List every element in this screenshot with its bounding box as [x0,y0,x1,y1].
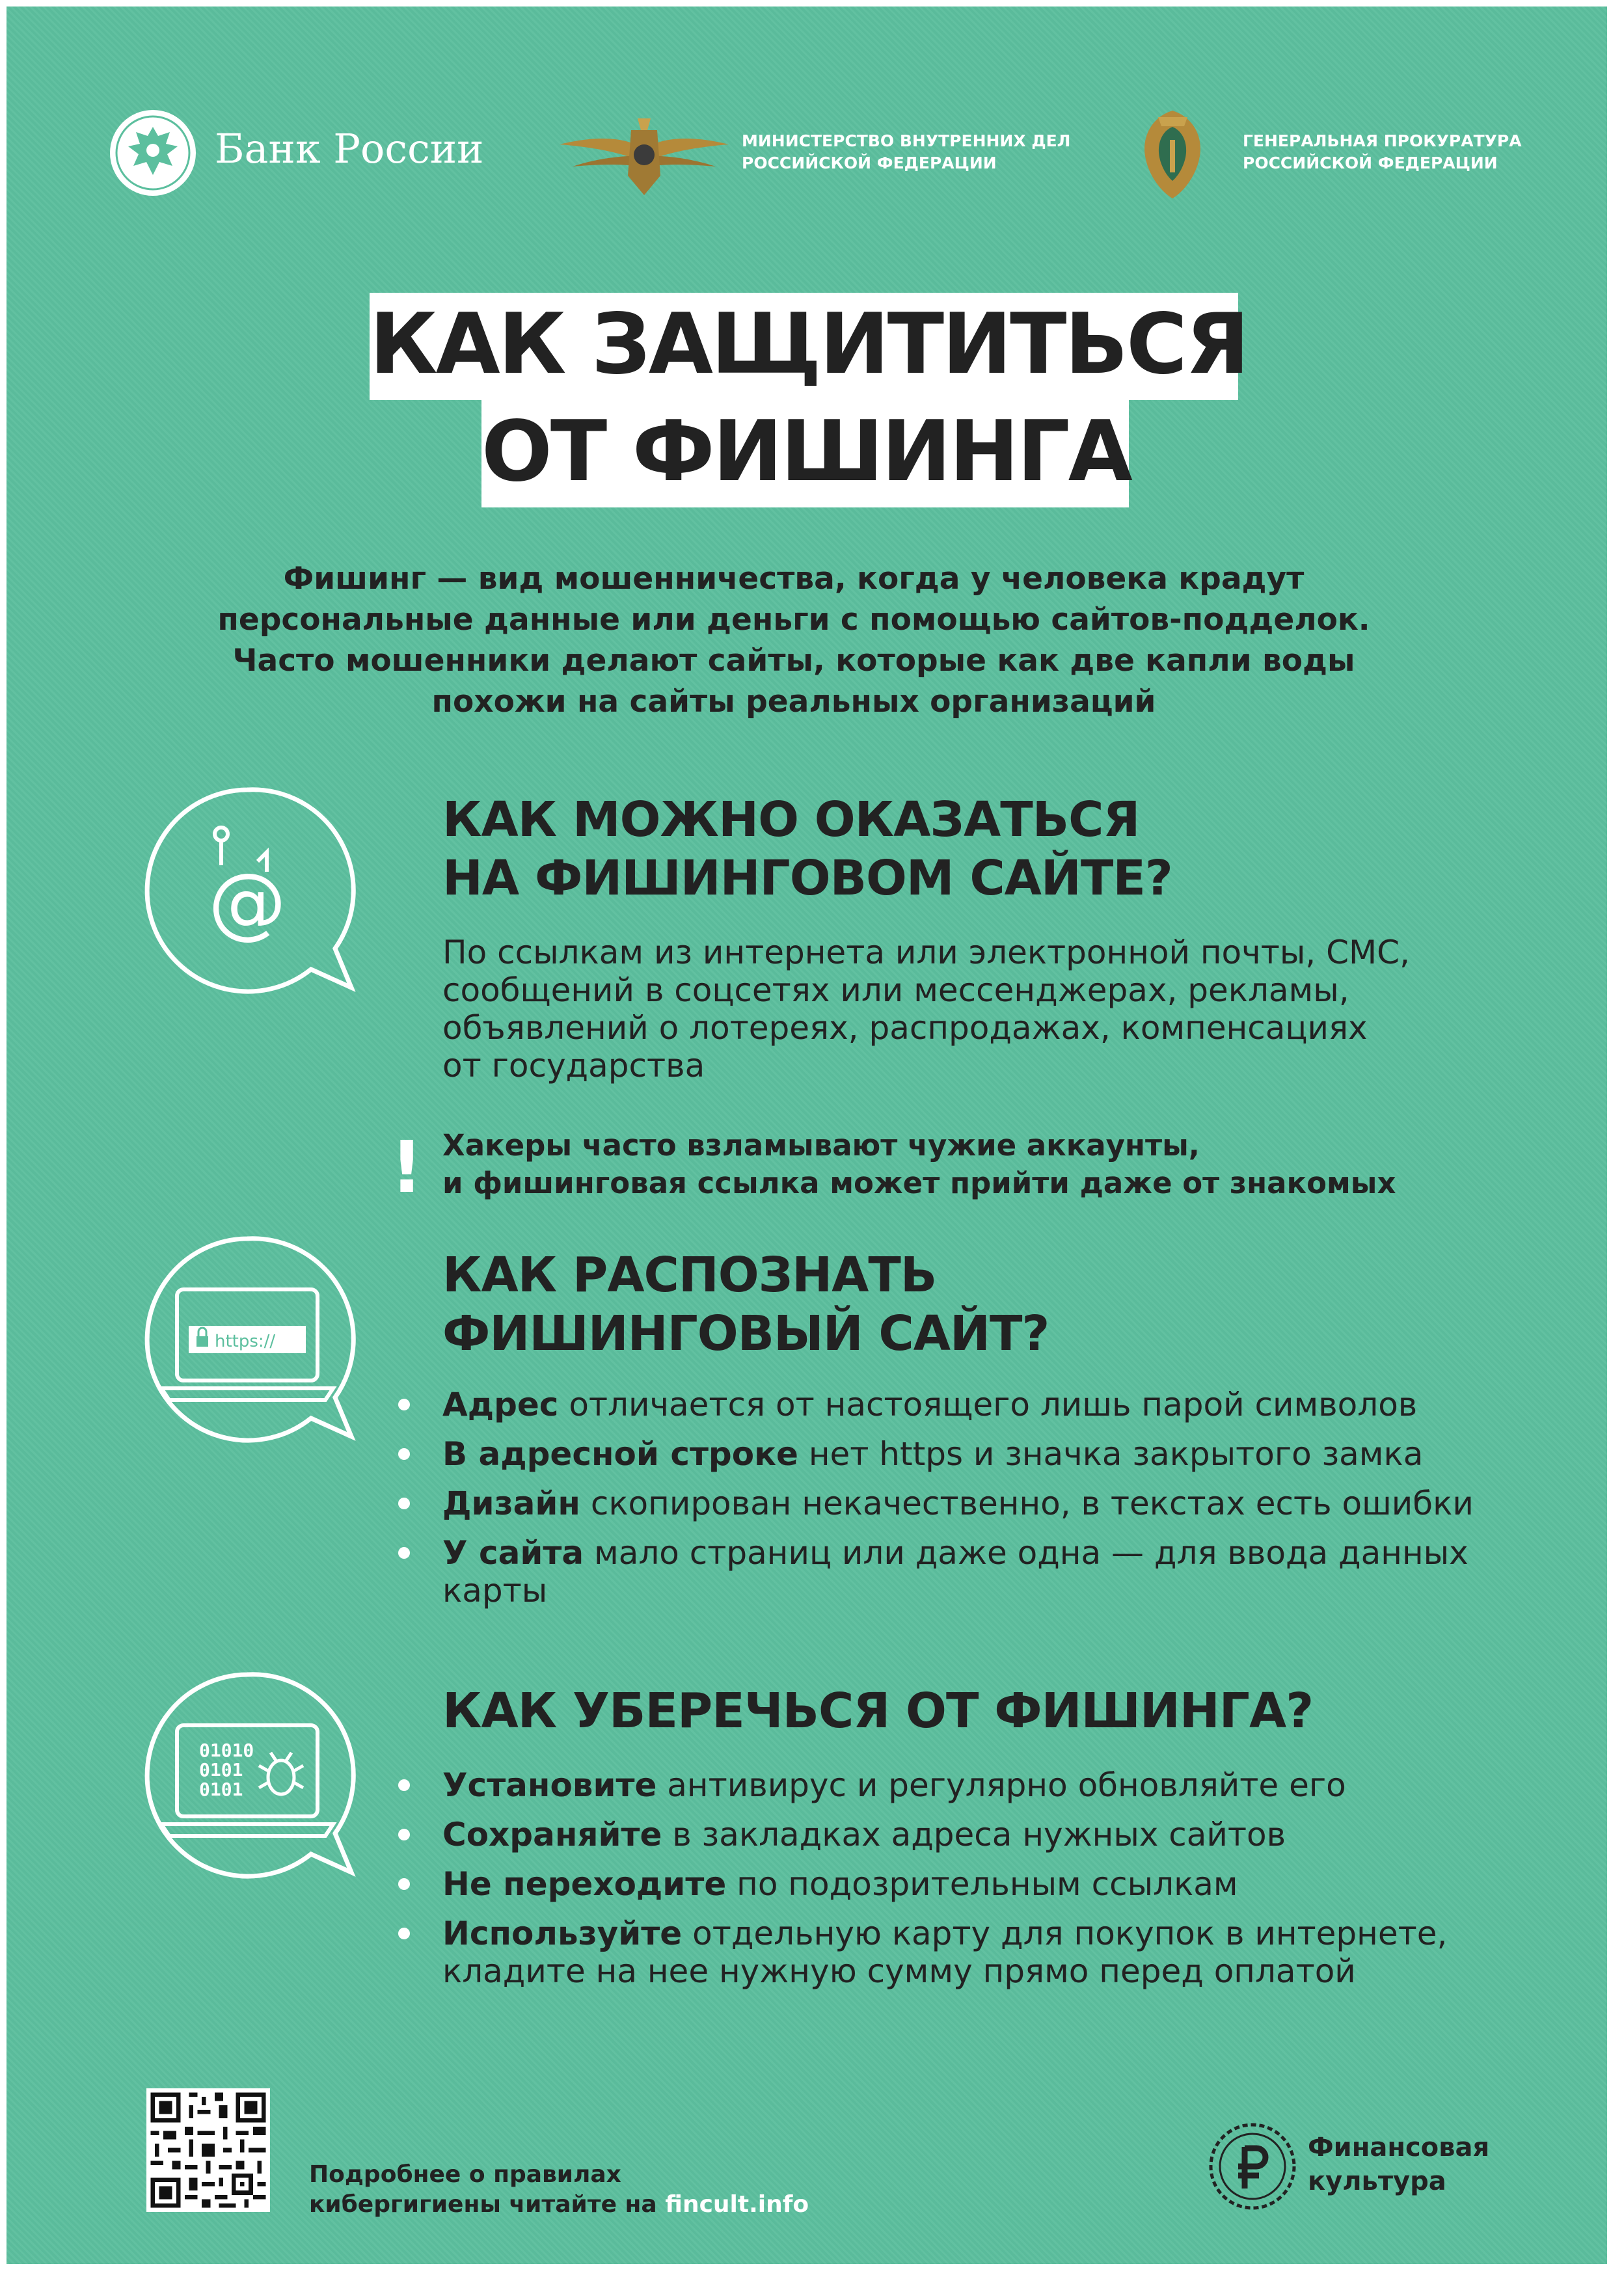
bullet-bold: Дизайн [442,1485,580,1522]
bullet-text: отдельную карту для покупок в интернете, [682,1915,1448,1952]
bullet-text: антивирус и регулярно обновляйте его [656,1766,1346,1804]
intro-line: похожи на сайты реальных организаций [431,684,1156,720]
bullet-text: по подозрительным ссылкам [726,1865,1238,1903]
prosecutor-emblem-icon [1139,104,1207,202]
footer-line2-prefix: кибергигиены читайте на [309,2191,666,2218]
code-line: 01010 [199,1740,254,1761]
mvd-emblem-icon [556,104,732,198]
code-line: 0101 [199,1759,243,1781]
intro-paragraph [215,558,1373,722]
warning-text-line: и фишинговая ссылка может прийти даже от знакомых [442,1166,1396,1200]
bullet-bold: Адрес [442,1386,559,1423]
header-logos [7,7,1607,202]
warning-text-line: Хакеры часто взламывают чужие аккаунты, [442,1128,1200,1163]
fincult-brand-line2: культура [1308,2166,1446,2196]
section1-title-line1: КАК МОЖНО ОКАЗАТЬСЯ [442,792,1140,848]
section2-bullet-list [397,1386,1474,1621]
section1-text [442,934,1410,1084]
bullet-text-continued: кладите на нее нужную сумму прямо перед оплатой [442,1952,1356,1990]
https-label: https:// [215,1332,276,1351]
section2-title-line1: КАК РАСПОЗНАТЬ [442,1247,937,1303]
code-line: 0101 [199,1779,243,1800]
bullet-dot-icon [398,1779,410,1791]
section3-title-line1: КАК УБЕРЕЧЬСЯ ОТ ФИШИНГА? [442,1683,1314,1739]
footer-info [309,2160,809,2220]
list-item [397,1865,1447,1903]
bullet-text: скопирован некачественно, в текстах есть ошибки [580,1485,1474,1522]
intro-line: Фишинг — вид мошенничества, когда у человека крадут [283,561,1305,597]
bullet-dot-icon [398,1928,410,1939]
section3-title [442,1682,1313,1740]
section3-bullet-list [397,1766,1447,2002]
section1-title-line2: НА ФИШИНГОВОМ САЙТЕ? [442,850,1172,906]
bullet-bold: Сохраняйте [442,1816,662,1853]
bank-of-russia-name: Банк России [215,125,484,172]
intro-line: персональные данные или деньги с помощью сайтов-подделок. [217,602,1370,638]
bullet-dot-icon [398,1829,410,1840]
list-item [397,1435,1474,1473]
bullet-text: нет https и значка закрытого замка [798,1435,1424,1473]
bullet-bold: В адресной строке [442,1435,798,1473]
footer-line2 [309,2190,809,2220]
section1-title [442,790,1172,908]
list-item [397,1386,1474,1423]
list-item [397,1915,1447,1990]
bullet-dot-icon [398,1878,410,1890]
fincult-brand [1308,2131,1489,2198]
bullet-bold: Используйте [442,1915,683,1952]
bullet-dot-icon [398,1498,410,1509]
list-item [397,1485,1474,1522]
section2-title [442,1246,1049,1363]
bullet-dot-icon [398,1547,410,1559]
prosecutor-name [1243,130,1522,174]
bullet-bold: Установите [442,1766,657,1804]
section1-text-line: от государства [442,1047,705,1084]
prosecutor-name-line2: РОССИЙСКОЙ ФЕДЕРАЦИИ [1243,154,1498,172]
fincult-link[interactable]: fincult.info [665,2191,809,2218]
laptop-https-icon [137,1230,358,1451]
section2-title-line2: ФИШИНГОВЫЙ САЙТ? [442,1306,1049,1362]
bullet-bold: Не переходите [442,1865,727,1903]
warning-exclamation-icon: ! [390,1125,424,1209]
list-item [397,1816,1447,1853]
bullet-dot-icon [398,1448,410,1460]
bullet-dot-icon [398,1399,410,1410]
bullet-text-continued: карты [442,1572,548,1610]
footer-line1: Подробнее о правилах [309,2161,621,2188]
fishing-hook-at-icon [137,781,358,1002]
laptop-bug-icon [137,1665,358,1887]
bullet-text: мало страниц или даже одна — для ввода данных [584,1534,1468,1572]
bank-of-russia-eagle-icon [107,107,198,198]
poster [7,7,1607,2264]
intro-line: Часто мошенники делают сайты, которые как две капли воды [232,643,1355,679]
page-title-line1: КАК ЗАЩИТИТЬСЯ [370,293,1238,400]
prosecutor-name-line1: ГЕНЕРАЛЬНАЯ ПРОКУРАТУРА [1243,131,1522,150]
section1-text-line: сообщений в соцсетях или мессенджерах, рекламы, [442,971,1349,1009]
section1-text-line: По ссылкам из интернета или электронной почты, СМС, [442,934,1410,971]
warning-text [442,1127,1396,1202]
bullet-text: в закладках адреса нужных сайтов [662,1816,1286,1853]
page-title-line2: ОТ ФИШИНГА [481,400,1129,507]
ruble-circle-icon [1207,2121,1298,2212]
mvd-name-line2: РОССИЙСКОЙ ФЕДЕРАЦИИ [742,154,997,172]
mvd-name-line1: МИНИСТЕРСТВО ВНУТРЕННИХ ДЕЛ [742,131,1071,150]
bullet-text: отличается от настоящего лишь парой символов [558,1386,1418,1423]
svg-text:@: @ [208,857,286,948]
list-item [397,1534,1474,1610]
bullet-bold: У сайта [442,1534,584,1572]
fincult-brand-line1: Финансовая [1308,2133,1490,2162]
mvd-name [742,130,1070,174]
qr-code[interactable] [146,2088,270,2212]
section1-text-line: объявлений о лотереях, распродажах, компенсациях [442,1009,1368,1047]
list-item [397,1766,1447,1804]
